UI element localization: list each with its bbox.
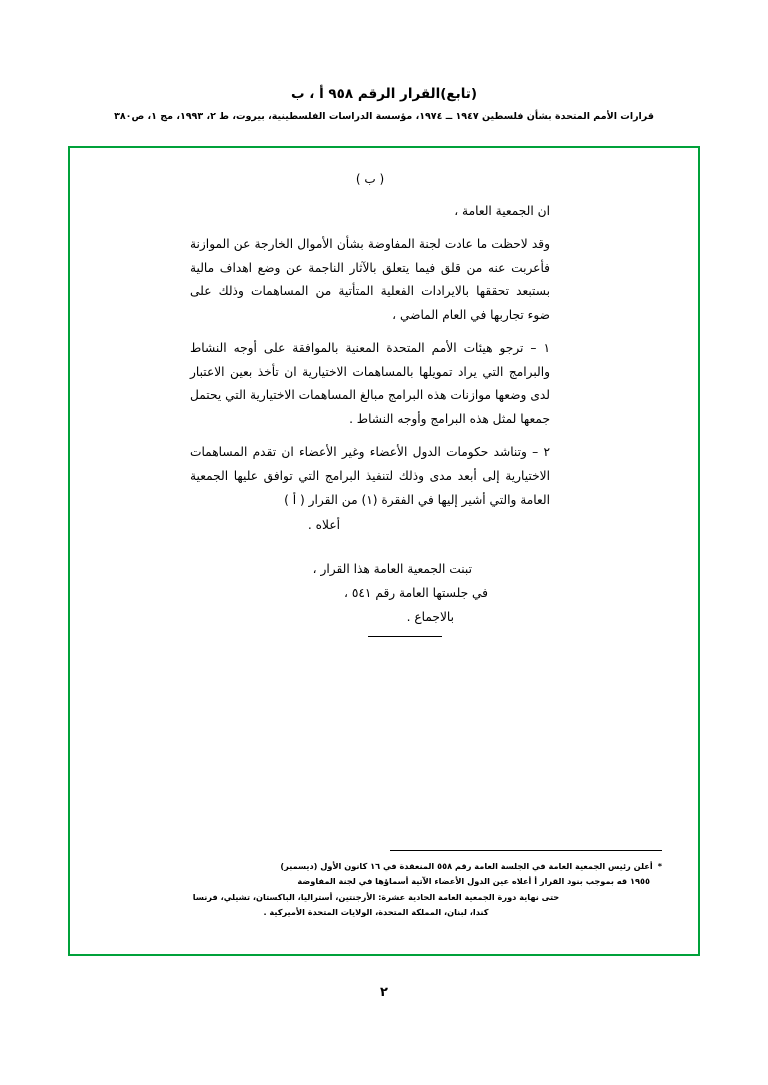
footnote-text <box>102 859 662 920</box>
footnote-block <box>102 850 662 920</box>
closing-line-unanimous: بالاجماع . <box>406 609 454 624</box>
closing-block <box>190 558 550 636</box>
paragraph-operative-1: ١ – ترجو هيئات الأمم المتحدة المعنية بالموافقة على أوجه النشاط والبرامج التي يراد تمويلها بالمساهمات الاختيارية ان تأخذ بعين الاعتبار لدى وضعها موازنات هذه البرامج مبالغ المساهمات الاختيارية التي يحتمل جمعها لمثل هذه البرامج وأوجه النشاط . <box>190 340 550 427</box>
content-frame <box>68 146 700 956</box>
paragraph-opening: ان الجمعية العامة ، <box>454 204 550 218</box>
source-citation: قرارات الأمم المتحدة بشأن فلسطين ١٩٤٧ ــ ١٩٧٤، مؤسسة الدراسات الفلسطينية، بيروت، ط ٢، ١٩٩٣، مج ١، ص٣٨٠ <box>114 111 654 122</box>
page-title: (تابع)القرار الرقم ٩٥٨ أ ، ب <box>290 86 478 102</box>
footnote-line-1: أعلن رئيس الجمعية العامة في الجلسة العامة رقم ٥٥٨ المنعقدة في ١٦ كانون الأول (ديسمبر) <box>280 861 653 872</box>
closing-line-meeting: في جلستها العامة رقم ٥٤١ ، <box>344 585 488 600</box>
footnote-line-3: حتى نهاية دورة الجمعية العامة الحادية عشرة: الأرجنتين، أستراليا، الباكستان، تشيلي، فرنسا <box>192 891 560 902</box>
resolution-body <box>190 172 550 637</box>
document-header <box>0 86 768 122</box>
closing-divider <box>368 636 442 637</box>
page-number: ٢ <box>380 985 388 1000</box>
paragraph-operative-2-tail: أعلاه . <box>307 518 340 533</box>
footnote-divider <box>390 850 662 851</box>
footnote-marker: * <box>657 861 662 872</box>
footnote-line-4: كندا، لبنان، المملكة المتحدة، الولايات المتحدة الأميركية . <box>263 906 489 917</box>
closing-line-adopted: تبنت الجمعية العامة هذا القرار ، <box>312 562 472 577</box>
paragraph-preamble: وقد لاحظت ما عادت لجنة المفاوضة بشأن الأموال الخارجة عن الموازنة فأعربت عنه من قلق فيما يتعلق بالآثار الناجمة عن وضع اهداف مالية بستبعد تحققها بالايرادات الفعلية المتأتية من المساهمات وذلك على ضوء تجاربها في العام الماضي ، <box>190 236 550 323</box>
section-label: ( ب ) <box>355 172 385 186</box>
footnote-line-2: ١٩٥٥ قه بموجب بنود القرار أ أعلاه عين الدول الأعضاء الآتية أسماؤها في لجنة المفاوضة <box>297 876 650 887</box>
paragraph-operative-2: ٢ – وتناشد حكومات الدول الأعضاء وغير الأعضاء ان تقدم المساهمات الاختيارية إلى أبعد مدى وذلك لتنفيذ البرامج التي توافق عليها الجمعية العامة والتي أشير إليها في الفقرة (١) من القرار ( أ ) <box>190 445 550 507</box>
